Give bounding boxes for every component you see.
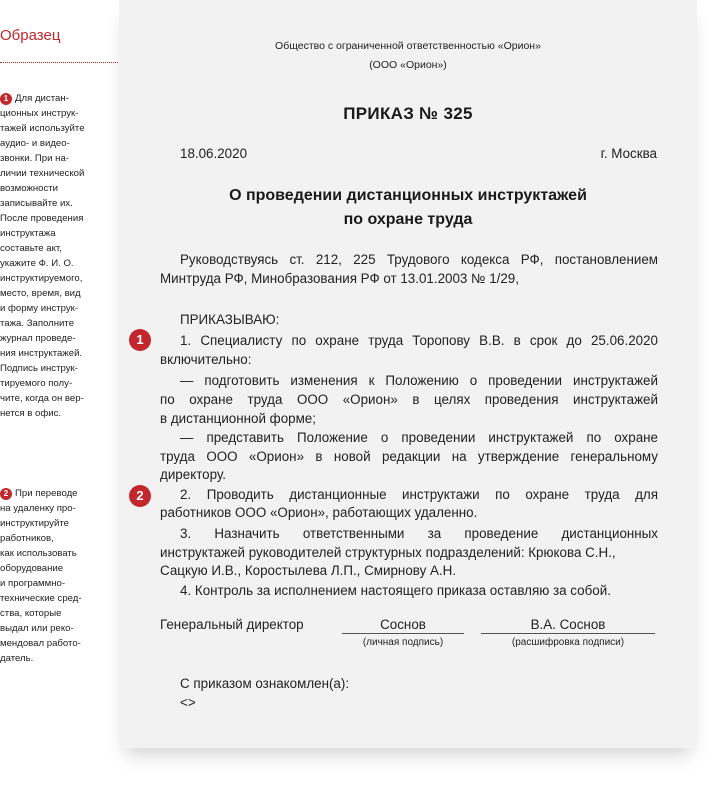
sidebar-note-2 xyxy=(0,486,106,666)
note-2-line: и программно- xyxy=(0,578,66,589)
note-2-line: инструктируйте xyxy=(0,518,69,529)
note-2-line: работников, xyxy=(0,533,54,544)
note-1-line: тируемого полу- xyxy=(0,378,73,389)
note-1-line: После проведения xyxy=(0,213,84,224)
org-short-name: (ООО «Орион») xyxy=(369,59,447,71)
org-name: Общество с ограниченной ответственностью «Орион» xyxy=(275,40,541,52)
order-city: г. Москва xyxy=(600,146,657,161)
signature-decode-line xyxy=(481,633,655,634)
note-1-line: тажей используйте xyxy=(0,123,85,134)
document-sheet xyxy=(119,0,697,748)
order-date: 18.06.2020 xyxy=(180,146,248,161)
note-1-line: тажа. Заполните xyxy=(0,318,75,329)
note-1-line: Подпись инструк- xyxy=(0,363,78,374)
item-1-cont: включительно: xyxy=(160,352,252,367)
note-1-line: инструктируемого, xyxy=(0,273,83,284)
note-1-line: журнал проведе- xyxy=(0,333,76,344)
item-4: 4. Контроль за исполнением настоящего приказа оставляю за собой. xyxy=(180,583,611,598)
note-1-line: записывайте их. xyxy=(0,198,73,209)
note-2-line: ства, которые xyxy=(0,608,62,619)
signature-decode-value: В.А. Соснов xyxy=(530,617,606,632)
note-2-number: 2 xyxy=(0,488,12,500)
acknowledgement-value: <> xyxy=(180,695,196,710)
badge-2: 2 xyxy=(129,485,151,507)
signature-value: Соснов xyxy=(380,617,426,632)
item-2: 2. Проводить дистанционные инструктажи по охране труда для xyxy=(180,487,658,502)
basis-text-2: Минтруда РФ, Минобразования РФ от 13.01.2003 № 1/29, xyxy=(160,271,519,286)
item-3-cont-2: Сацкую И.В., Коростылева Л.П., Смирнову А.Н. xyxy=(160,563,457,578)
item-1a: — подготовить изменения к Положению о проведении инструктажей xyxy=(180,373,658,388)
item-1a-cont-2: в дистанционной форме; xyxy=(160,411,316,426)
note-1-line: ния инструктажей. xyxy=(0,348,83,359)
item-1b-cont: труда ООО «Орион» в новой редакции на утверждение генеральному xyxy=(160,449,658,464)
note-1-line: укажите Ф. И. О. xyxy=(0,258,74,269)
note-2-line: оборудование xyxy=(0,563,64,574)
acknowledgement-label: С приказом ознакомлен(а): xyxy=(180,676,350,691)
note-1-number: 1 xyxy=(0,93,12,105)
signer-title: Генеральный директор xyxy=(160,617,304,632)
basis-text: Руководствуясь ст. 212, 225 Трудового кодекса РФ, постановлением xyxy=(180,252,658,267)
item-1b-cont-2: директору. xyxy=(160,467,226,482)
item-3: 3. Назначить ответственными за проведение дистанционных xyxy=(180,526,658,541)
note-1-line: место, время, вид xyxy=(0,288,81,299)
note-2-line: датель. xyxy=(0,653,34,664)
note-2-line: как использовать xyxy=(0,548,77,559)
note-1-line: ционных инструк- xyxy=(0,108,79,119)
order-subject-2: по охране труда xyxy=(343,211,473,228)
signature-caption: (личная подпись) xyxy=(362,637,444,648)
sidebar-divider xyxy=(0,62,120,63)
sidebar-note-1 xyxy=(0,91,106,421)
note-2-line: мендовал работо- xyxy=(0,638,81,649)
signature-decode-caption: (расшифровка подписи) xyxy=(511,637,625,648)
note-2-line: При переводе xyxy=(15,488,78,499)
note-1-line: возможности xyxy=(0,183,59,194)
note-1-line: звонки. При на- xyxy=(0,153,69,164)
badge-1: 1 xyxy=(129,329,151,351)
sidebar-title: Образец xyxy=(0,27,61,44)
note-1-line: аудио- и видео- xyxy=(0,138,70,149)
item-1a-cont: по охране труда ООО «Орион» в целях проведения инструктажей xyxy=(160,392,658,407)
note-1-line: личии технической xyxy=(0,168,85,179)
order-heading: ПРИКАЗ № 325 xyxy=(343,104,473,123)
signature-line xyxy=(342,633,464,634)
note-1-line: Для дистан- xyxy=(15,93,69,104)
note-1-line: и форму инструк- xyxy=(0,303,79,314)
order-word: ПРИКАЗЫВАЮ: xyxy=(180,312,280,327)
note-2-line: выдал или реко- xyxy=(0,623,74,634)
note-1-line: нется в офис. xyxy=(0,408,62,419)
item-1: 1. Специалисту по охране труда Торопову В.В. в срок до 25.06.2020 xyxy=(180,333,658,348)
item-2-cont: работников ООО «Орион», работающих удаленно. xyxy=(160,505,478,520)
note-1-line: чите, когда он вер- xyxy=(0,393,84,404)
note-1-line: инструктажа xyxy=(0,228,56,239)
order-subject: О проведении дистанционных инструктажей xyxy=(229,187,587,204)
item-3-cont: инструктажей руководителей структурных подразделений: Крюкова С.Н., xyxy=(160,545,616,560)
item-1b: — представить Положение о проведении инструктажей по охране xyxy=(180,430,658,445)
note-2-line: технические сред- xyxy=(0,593,82,604)
note-1-line: составьте акт, xyxy=(0,243,62,254)
note-2-line: на удаленку про- xyxy=(0,503,76,514)
